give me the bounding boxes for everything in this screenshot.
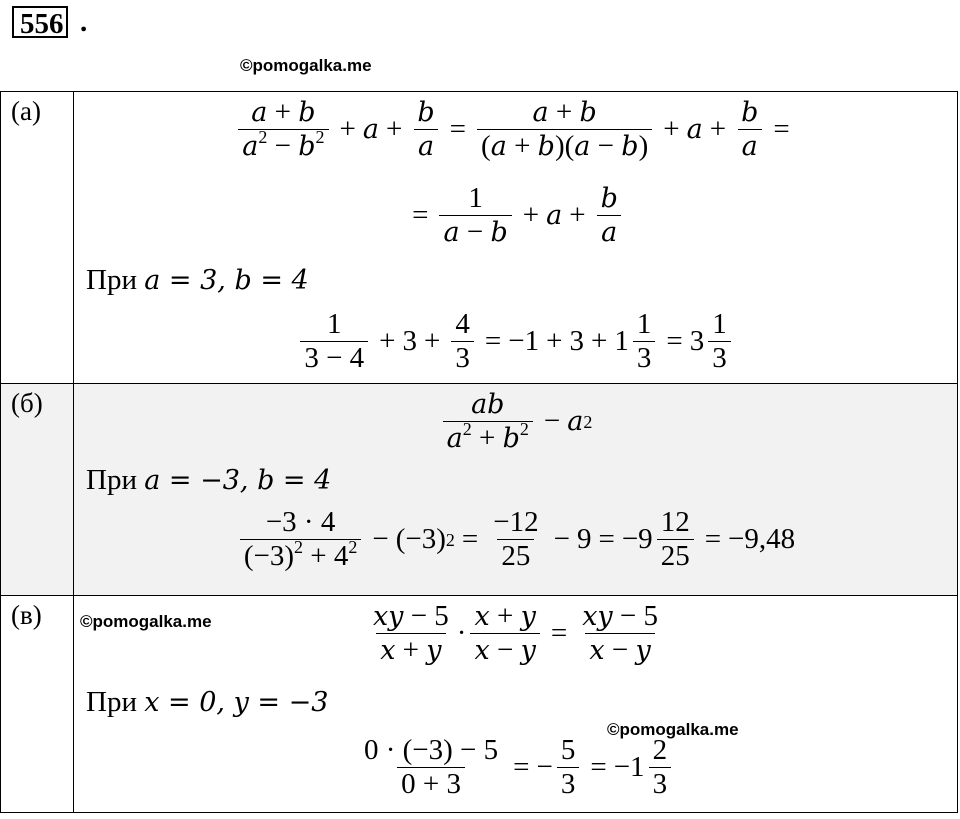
fraction: $\frac{b}{a}$ <box>597 182 622 250</box>
fraction: $\frac{12}{25}$ <box>657 506 694 574</box>
given-prefix: При <box>86 686 137 718</box>
problem-number: 556 <box>20 8 64 40</box>
fraction: $\frac{b}{a}$ <box>737 96 762 164</box>
part-a-line-2: = $\frac{1}{a - b}$ + a + $\frac{b}{a}$ <box>74 182 957 250</box>
fraction: $\frac{1}{3}$ <box>708 308 731 376</box>
fraction: $\frac{1}{a - b}$ <box>439 182 511 250</box>
part-c-line-1: $\frac{xy - 5}{x + y}$ · $\frac{x + y}{x - y}$ = $\frac{xy - 5}{x - y}$ <box>74 600 957 668</box>
part-a-content <box>74 92 958 384</box>
part-b-line-1: $\frac{ab}{a^2 + b^2}$ − a 2 <box>74 388 957 456</box>
fraction: $\frac{4}{3}$ <box>451 308 474 376</box>
fraction: $\frac{1}{3}$ <box>633 308 656 376</box>
watermark-middle: ©pomogalka.me <box>80 612 212 631</box>
part-a-label: (а) <box>1 92 74 384</box>
row-part-b <box>1 384 958 596</box>
part-b-line-2: $\frac{-3 \cdot 4}{(-3)^2 + 4^2}$ − (−3) 2 = $\frac{-12}{25}$ − 9 = −9 $\frac{12}{25}$ = −9,48 <box>74 506 957 574</box>
watermark-top: ©pomogalka.me <box>240 56 372 75</box>
problem-number-box <box>12 6 68 38</box>
fraction: $\frac{xy - 5}{x + y}$ <box>372 600 449 667</box>
fraction: $\frac{x + y}{x - y}$ <box>470 600 539 668</box>
part-c-given <box>86 686 328 719</box>
row-part-a <box>1 92 958 384</box>
fraction: $\frac{xy - 5}{x - y}$ <box>582 600 659 667</box>
given-values: x = 0, y = −3 <box>144 687 329 718</box>
solution-table <box>0 91 958 813</box>
problem-number-dot: . <box>80 6 88 38</box>
fraction: $\frac{a + b}{(a + b)(a - b)}$ <box>477 96 652 164</box>
watermark-bottom: ©pomogalka.me <box>607 720 739 739</box>
given-prefix: При <box>86 464 137 496</box>
fraction: $\frac{-3 \cdot 4}{(-3)^2 + 4^2}$ <box>240 506 362 574</box>
part-a-line-3: $\frac{1}{3 - 4}$ + 3 + $\frac{4}{3}$ = −1 + 3 + 1 $\frac{1}{3}$ = 3 $\frac{1}{3}$ <box>74 308 957 376</box>
part-b-result: −9,48 <box>728 523 796 556</box>
given-values: a = −3, b = 4 <box>144 465 332 496</box>
fraction: $\frac{b}{a}$ <box>413 96 438 164</box>
fraction: $\frac{2}{3}$ <box>649 734 672 802</box>
part-a-given <box>86 264 309 297</box>
fraction: $\frac{5}{3}$ <box>557 734 580 802</box>
fraction: $\frac{a + b}{a^2 - b^2}$ <box>238 96 328 164</box>
part-c-line-2: $\frac{0 \cdot (-3) - 5}{0 + 3}$ = − $\frac{5}{3}$ = −1 $\frac{2}{3}$ <box>74 734 957 802</box>
part-b-given <box>86 464 331 497</box>
fraction: $\frac{-12}{25}$ <box>493 506 539 573</box>
part-b-content <box>74 384 958 596</box>
fraction: $\frac{0 \cdot (-3) - 5}{0 + 3}$ <box>363 734 499 801</box>
part-c-label: (в) <box>1 596 74 813</box>
part-b-label: (б) <box>1 384 74 596</box>
fraction: $\frac{1}{3 - 4}$ <box>300 308 368 376</box>
given-values: a = 3, b = 4 <box>144 265 309 296</box>
given-prefix: При <box>86 264 137 296</box>
fraction: $\frac{ab}{a^2 + b^2}$ <box>443 388 533 456</box>
part-a-line-1: $\frac{a + b}{a^2 - b^2}$ + a + $\frac{b}{a}$ = $\frac{a + b}{(a + b)(a - b)}$ + a + $\frac{b}{a}$ = <box>74 96 957 164</box>
